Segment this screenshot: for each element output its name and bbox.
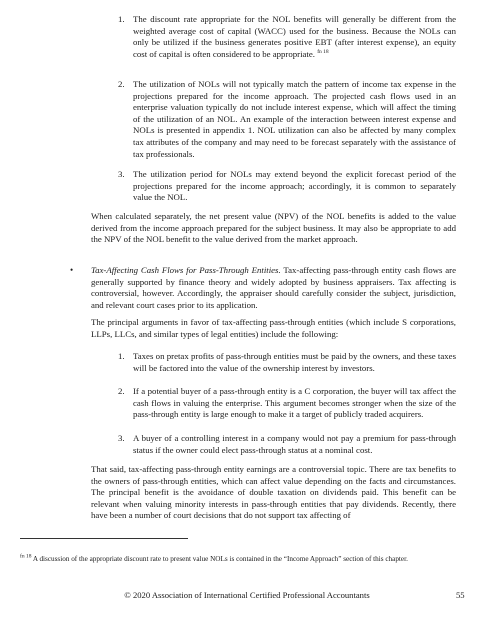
bullet-heading: Tax-Affecting Cash Flows for Pass-Through Entities. (91, 265, 281, 275)
list1-item2-number: 2. (118, 79, 125, 89)
list1-item1-number: 1. (118, 14, 125, 24)
list2-item1-text: Taxes on pretax profits of pass-through entities must be paid by the owners, and these taxes will be factored into the value of the ownership interest by investors. (133, 351, 456, 373)
footnote-18 (20, 554, 474, 564)
bullet-marker: • (70, 265, 74, 275)
paragraph-principal-arguments: The principal arguments in favor of tax-affecting pass-through entities (which include S corporations, LLPs, LLCs, and similar types of legal entities) include the following: (91, 317, 456, 339)
list2-item3-text: A buyer of a controlling interest in a company would not pay a premium for pass-through status if the owner could elect pass-through status at a nominal cost. (133, 433, 456, 455)
list1-item2-text: The utilization of NOLs will not typically match the pattern of income tax expense in the projections prepared for the income approach. The projected cash flows used in an enterprise valuation typically do not include interest expense, which will affect the timing of the utilization of an NOL. An example of the interaction between interest expense and NOLs is presented in appendix 1. NOL utilization can also be affected by many complex tax attributes of the company and may need to be forecast separately with the assistance of tax professionals. (133, 79, 456, 159)
footnote-marker: fn 18 (20, 553, 32, 560)
list1-item3-text: The utilization period for NOLs may extend beyond the explicit forecast period of the projections prepared for the income approach; accordingly, it is common to separately value the NOL. (133, 169, 456, 203)
list2-item2-text: If a potential buyer of a pass-through entity is a C corporation, the buyer will tax affect the cash flows in valuing the enterprise. This argument becomes stronger when the size of the pass-through entity is large enough to make it a target of publicly traded acquirers. (133, 386, 456, 420)
paragraph-that-said: That said, tax-affecting pass-through entity earnings are a controversial topic. There are tax benefits to the owners of pass-through entities, which can affect value depending on the facts and circumstances. The principal benefit is the avoidance of double taxation on dividends paid. This benefit can be relevant when valuing minority interests in pass-through entities that pay dividends. Recently, there have been a number of court decisions that do not support tax affecting of (91, 464, 456, 521)
bullet-body: Tax-affecting pass-through entity cash flows are generally supported by finance theory and widely adopted by business appraisers. Tax affecting is controversial, however. Accordingly, the appraiser should carefully consider the subject, jurisdiction, and relevant court cases prior to its application. (91, 265, 456, 310)
list1-item1-text (133, 14, 456, 60)
copyright-notice: © 2020 Association of International Certified Professional Accountants (124, 590, 370, 600)
list2-item3-number: 3. (118, 433, 125, 443)
paragraph-npv: When calculated separately, the net present value (NPV) of the NOL benefits is added to the value derived from the income approach prepared for the subject business. It may also be appropriate to add the NPV of the NOL benefit to the value derived from the market approach. (91, 211, 456, 245)
page-number: 55 (456, 590, 465, 600)
page-footer (0, 589, 494, 601)
footnote-text: A discussion of the appropriate discount rate to present value NOLs is contained in the “Income Approach” section of this chapter. (32, 555, 408, 563)
list2-item2-number: 2. (118, 386, 125, 396)
list1-item1-body: The discount rate appropriate for the NOL benefits will generally be different from the weighted average cost of capital (WACC) used for the business. Because the NOLs can only be utilized if the business generates positive EBT (after interest expense), an equity cost of capital is often considered to be appropriate. (133, 14, 456, 59)
list2-item1-number: 1. (118, 351, 125, 361)
bullet-paragraph-tax-affecting (91, 265, 456, 311)
footnote-ref-18[interactable]: fn 18 (317, 48, 329, 55)
footnote-divider (20, 538, 188, 539)
list1-item3-number: 3. (118, 169, 125, 179)
